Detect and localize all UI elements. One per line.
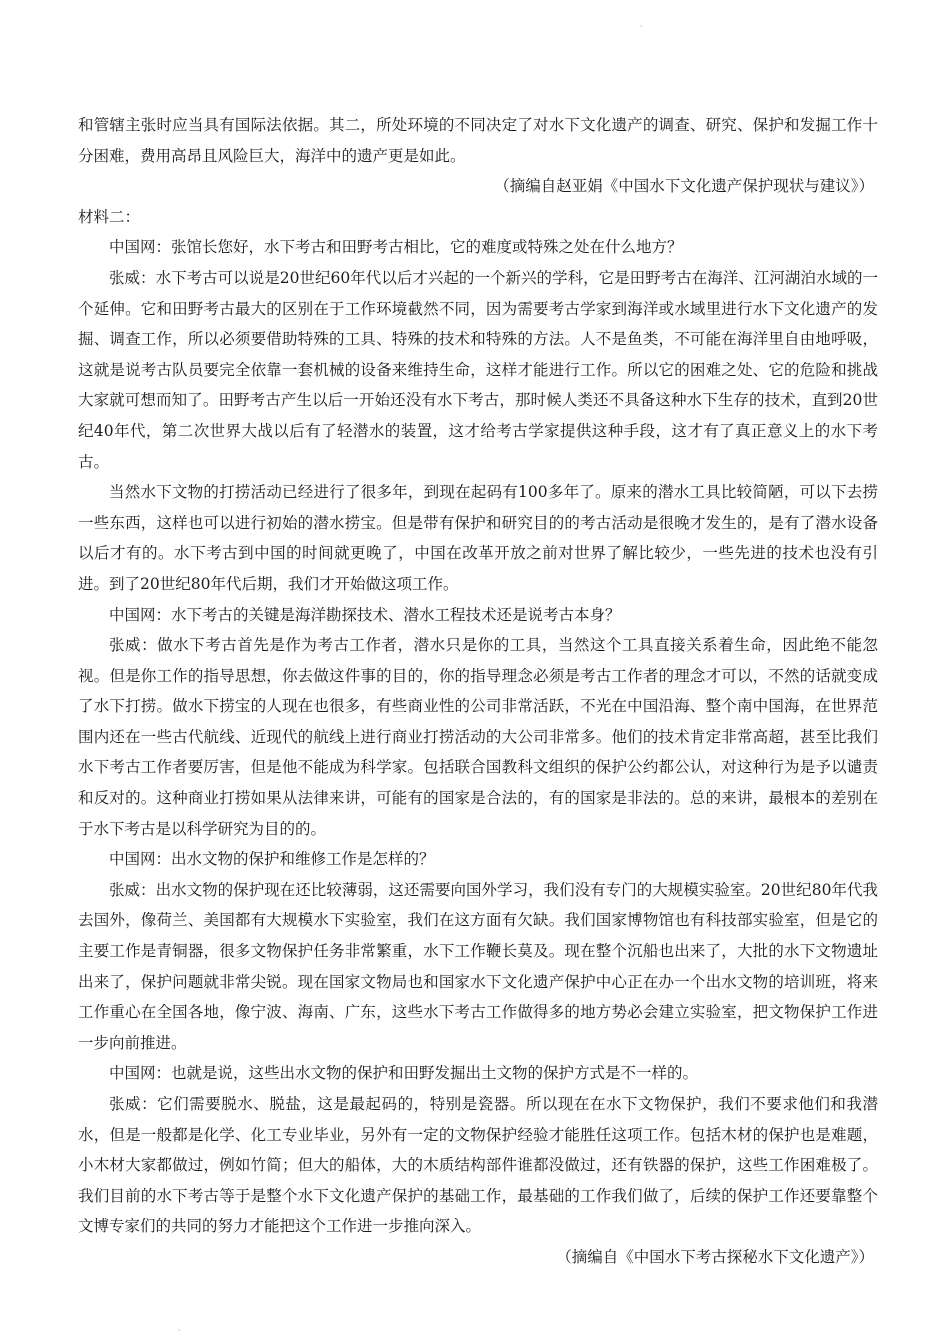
paragraph: 张威：做水下考古首先是作为考古工作者，潜水只是你的工具，当然这个工具直接关系着生命，因此绝不能忽视。但是你工作的指导思想，你去做这件事的目的，你的指导理念必须是考古工作者的理念才可以，不然的话就变成了水下打捞。做水下捞宝的人现在也很多，有些商业性的公司非常活跃，不光在中国沿海、整个南中国海，在世界范围内还在一些古代航线、近现代的航线上进行商业打捞活动的大公司非常多。他们的技术肯定非常高超，甚至比我们水下考古工作者要厉害，但是他不能成为科学家。包括联合国教科文组织的保护公约都公认，对这种行为是予以谴责和反对的。这种商业打捞如果从法律来讲，可能有的国家是合法的，有的国家是非法的。总的来讲，最根本的差别在于水下考古是以科学研究为目的的。 xyxy=(78,636,878,838)
document-body xyxy=(78,110,878,1273)
paragraph: 中国网：水下考古的关键是海洋勘探技术、潜水工程技术还是说考古本身？ xyxy=(109,605,621,624)
paragraph: 中国网：出水文物的保护和维修工作是怎样的？ xyxy=(109,850,435,869)
paragraph: 张威：它们需要脱水、脱盐，这是最起码的，特别是瓷器。所以现在在水下文物保护，我们不要求他们和我潜水，但是一般都是化学、化工专业毕业，另外有一定的文物保护经验才能胜任这项工作。包括木材的保护也是难题，小木材大家都做过，例如竹简；但大的船体，大的木质结构部件谁都没做过，还有铁器的保护，这些工作困难极了。我们目前的水下考古等于是整个水下文化遗产保护的基础工作，最基础的工作我们做了，后续的保护工作还要靠整个文博专家们的共同的努力才能把这个工作进一步推向深入。 xyxy=(78,1095,878,1236)
bottom-mark: · xyxy=(178,1326,181,1335)
material1-source: （摘编自赵亚娟《中国水下文化遗产保护现状与建议》） xyxy=(494,177,874,196)
material2-source: （摘编自《中国水下考古探秘水下文化遗产》） xyxy=(556,1247,874,1266)
paragraph: 张威：水下考古可以说是20世纪60年代以后才兴起的一个新兴的学科，它是田野考古在海洋、江河湖泊水域的一个延伸。它和田野考古最大的区别在于工作环境截然不同，因为需要考古学家到海洋或水域里进行水下文化遗产的发掘、调查工作，所以必须要借助特殊的工具、特殊的技术和特殊的方法。人不是鱼类，不可能在海洋里自由地呼吸，这就是说考古队员要完全依靠一套机械的设备来维持生命，这样才能进行工作。所以它的困难之处、它的危险和挑战大家就可想而知了。田野考古产生以后一开始还没有水下考古，那时候人类还不具备这种水下生存的技术，直到20世纪40年代，第二次世界大战以后有了轻潜水的装置，这才给考古学家提供这种手段，这才有了真正意义上的水下考古。 xyxy=(78,268,878,471)
paragraph: 中国网：张馆长您好，水下考古和田野考古相比，它的难度或特殊之处在什么地方？ xyxy=(109,238,683,257)
paragraph: 张威：出水文物的保护现在还比较薄弱，这还需要向国外学习，我们没有专门的大规模实验室。20世纪80年代我去国外，像荷兰、美国都有大规模水下实验室，我们在这方面有欠缺。我们国家博物馆也有科技部实验室，但是它的主要工作是青铜器，很多文物保护任务非常繁重，水下工作鞭长莫及。现在整个沉船也出来了，大批的水下文物遗址出来了，保护问题就非常尖锐。现在国家文物局也和国家水下文化遗产保护中心正在办一个出水文物的培训班，将来工作重心在全国各地，像宁波、海南、广东，这些水下考古工作做得多的地方势必会建立实验室，把文物保护工作进一步向前推进。 xyxy=(78,880,878,1052)
material2-label: 材料二： xyxy=(78,207,141,226)
paragraph: 当然水下文物的打捞活动已经进行了很多年，到现在起码有100多年了。原来的潜水工具比较简陋，可以下去捞一些东西，这样也可以进行初始的潜水捞宝。但是带有保护和研究目的的考古活动是很晚才发生的，是有了潜水设备以后才有的。水下考古到中国的时间就更晚了，中国在改革开放之前对世界了解比较少，一些先进的技术也没有引进。到了20世纪80年代后期，我们才开始做这项工作。 xyxy=(78,483,878,593)
paragraph: 中国网：也就是说，这些出水文物的保护和田野发掘出土文物的保护方式是不一样的。 xyxy=(109,1064,699,1083)
material1-continuation: 和管辖主张时应当具有国际法依据。其二，所处环境的不同决定了对水下文化遗产的调查、研究、保护和发掘工作十分困难，费用高昂且风险巨大，海洋中的遗产更是如此。 xyxy=(78,116,878,165)
top-mark: · xyxy=(640,22,643,31)
